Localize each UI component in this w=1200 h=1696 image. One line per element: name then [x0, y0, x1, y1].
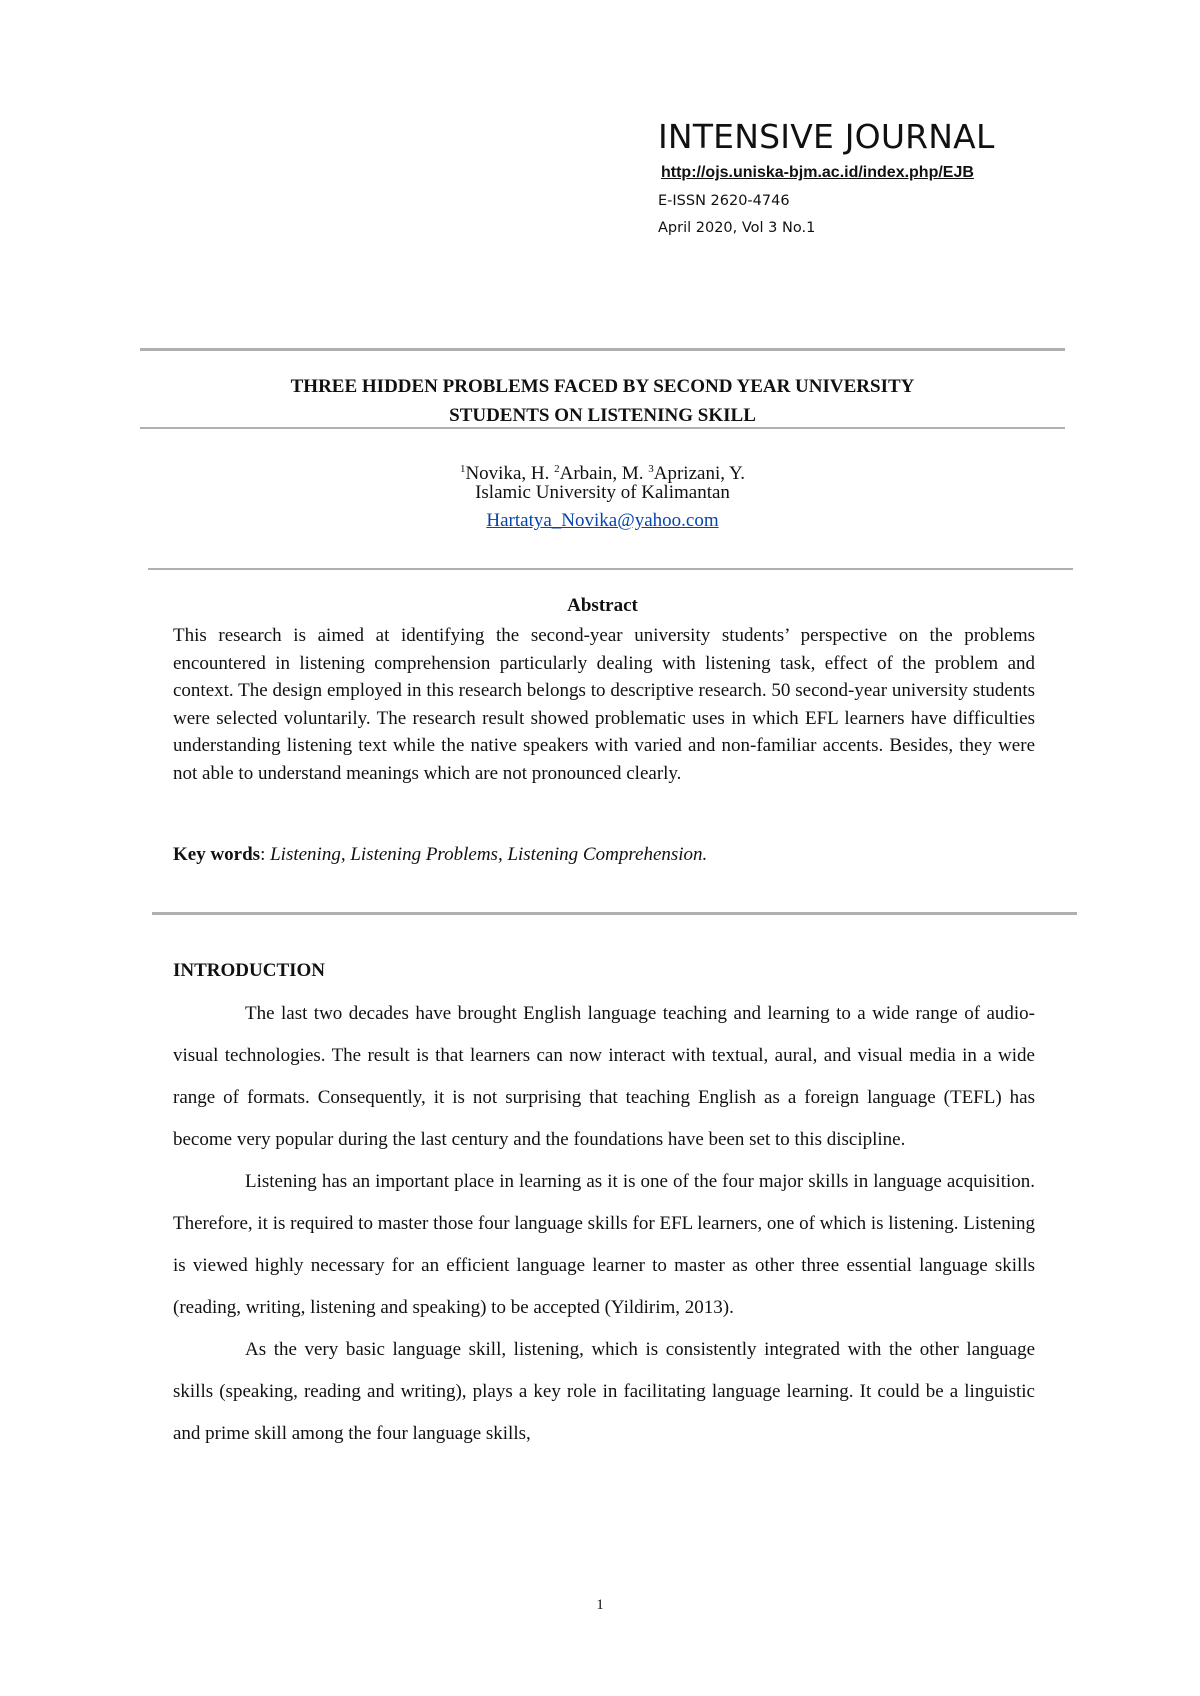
page-number: 1 [596, 1597, 604, 1613]
abstract-bottom-rule [152, 912, 1077, 915]
keywords-separator: : [260, 844, 271, 865]
section-heading-introduction: INTRODUCTION [173, 960, 326, 981]
journal-name: INTENSIVE JOURNAL [658, 117, 995, 156]
keywords-list: Listening, Listening Problems, Listening Comprehension. [270, 844, 708, 865]
author-3-number: 3 [648, 463, 654, 475]
introduction-body [173, 993, 1035, 1455]
intro-paragraph-1: The last two decades have brought English language teaching and learning to a wide range of audio-visual technologies. The result is that learners can now interact with textual, aural, and visual media in a wide range of formats. Consequently, it is not surprising that teaching English as a foreign language (TEFL) has become very popular during the last century and the foundations have been set to this discipline. [173, 1003, 1035, 1150]
title-bottom-rule [140, 427, 1065, 429]
journal-url-link[interactable]: http://ojs.uniska-bjm.ac.id/index.php/EJB [661, 164, 974, 181]
author-2-name: Arbain, M. [559, 463, 644, 484]
author-1-number: 1 [459, 463, 466, 475]
intro-paragraph-2: Listening has an important place in learning as it is one of the four major skills in language acquisition. Therefore, it is required to master those four language skills for EFL learners, one of which is listening. Listening is viewed highly necessary for an efficient language learner to master as other three essential language skills (reading, writing, listening and speaking) to be accepted (Yildirim, 2013). [173, 1171, 1035, 1318]
journal-issn: E-ISSN 2620-4746 [658, 193, 790, 209]
abstract-top-rule [148, 568, 1073, 570]
author-email [140, 510, 1065, 532]
intro-paragraph-3: As the very basic language skill, listening, which is consistently integrated with the other language skills (speaking, reading and writing), plays a key role in facilitating language learning. It could be a linguistic and prime skill among the four language skills, [173, 1339, 1035, 1444]
paper-title-line2: STUDENTS ON LISTENING SKILL [449, 405, 756, 426]
author-1-name: Novika, H. [465, 463, 550, 484]
email-link[interactable]: Hartatya_Novika@yahoo.com [486, 510, 719, 531]
author-2-number: 2 [554, 463, 560, 475]
keywords-line [173, 844, 1035, 866]
paper-title-line1: THREE HIDDEN PROBLEMS FACED BY SECOND YEAR UNIVERSITY [290, 376, 915, 397]
journal-issue: April 2020, Vol 3 No.1 [658, 220, 816, 236]
author-3-name: Aprizani, Y. [653, 463, 746, 484]
journal-header [658, 118, 995, 242]
abstract-text: This research is aimed at identifying the second-year university students’ perspective on the problems encountered in listening comprehension particularly dealing with listening task, effect of the problem and context. The design employed in this research belongs to descriptive research. 50 second-year university students were selected voluntarily. The research result showed problematic uses in which EFL learners have difficulties understanding listening text while the native speakers with varied and non-familiar accents. Besides, they were not able to understand meanings which are not pronounced clearly. [173, 625, 1035, 784]
paper-title [140, 372, 1065, 430]
abstract-heading: Abstract [567, 595, 638, 616]
affiliation: Islamic University of Kalimantan [475, 482, 730, 503]
title-top-rule [140, 348, 1065, 351]
keywords-label: Key words [173, 844, 261, 865]
